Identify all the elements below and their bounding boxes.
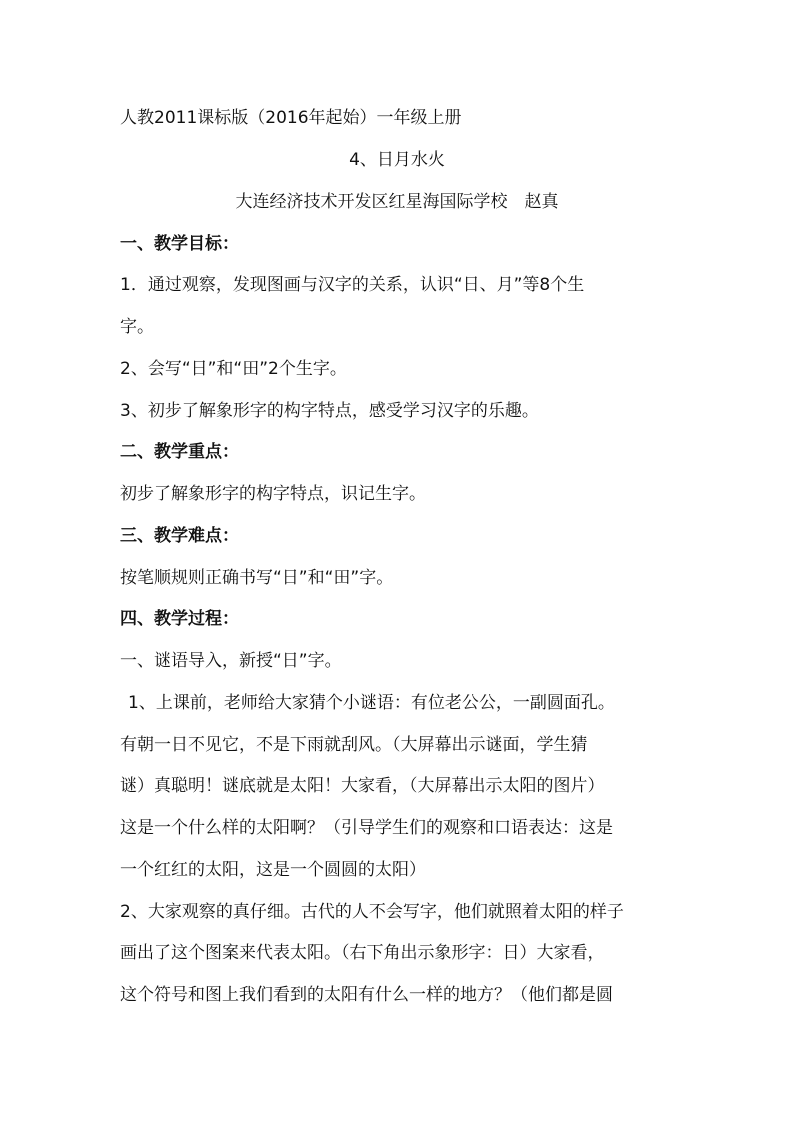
objective-item: 2、会写“日”和“田”2个生字。 bbox=[120, 359, 347, 379]
key-points-text: 初步了解象形字的构字特点，识记生字。 bbox=[120, 484, 426, 504]
key-points-heading: 二、教学重点： bbox=[120, 442, 239, 462]
difficulties-text: 按笔顺规则正确书写“日”和“田”字。 bbox=[120, 568, 394, 588]
process-line: 这个符号和图上我们看到的太阳有什么一样的地方？（他们都是圆 bbox=[120, 985, 613, 1005]
objective-item: 字。 bbox=[120, 317, 154, 337]
document-header: 人教2011课标版（2016年起始）一年级上册 bbox=[120, 108, 462, 128]
process-line: 谜）真聪明！谜底就是太阳！大家看，（大屏幕出示太阳的图片） bbox=[120, 776, 605, 796]
process-line: 有朝一日不见它，不是下雨就刮风。（大屏幕出示谜面，学生猜 bbox=[120, 735, 588, 755]
objective-item: 1．通过观察，发现图画与汉字的关系，认识“日、月”等8个生 bbox=[120, 275, 585, 295]
process-line: 2、大家观察的真仔细。古代的人不会写字，他们就照着太阳的样子 bbox=[120, 902, 624, 922]
objective-item: 3、初步了解象形字的构字特点，感受学习汉字的乐趣。 bbox=[120, 401, 539, 421]
objectives-heading: 一、教学目标： bbox=[120, 234, 239, 254]
process-line: 画出了这个图案来代表太阳。（右下角出示象形字：日）大家看， bbox=[120, 943, 605, 963]
difficulties-heading: 三、教学难点： bbox=[120, 526, 239, 546]
process-heading: 四、教学过程： bbox=[120, 609, 239, 629]
process-step-title: 一、谜语导入，新授“日”字。 bbox=[120, 651, 342, 671]
process-line: 这是一个什么样的太阳啊？（引导学生们的观察和口语表达：这是 bbox=[120, 818, 613, 838]
process-line: 一个红红的太阳，这是一个圆圆的太阳） bbox=[120, 860, 426, 880]
process-line: 1、上课前，老师给大家猜个小谜语：有位老公公，一副圆面孔。 bbox=[128, 693, 615, 713]
author-line: 大连经济技术开发区红星海国际学校 赵真 bbox=[235, 192, 559, 212]
lesson-title: 4、日月水火 bbox=[349, 150, 445, 170]
